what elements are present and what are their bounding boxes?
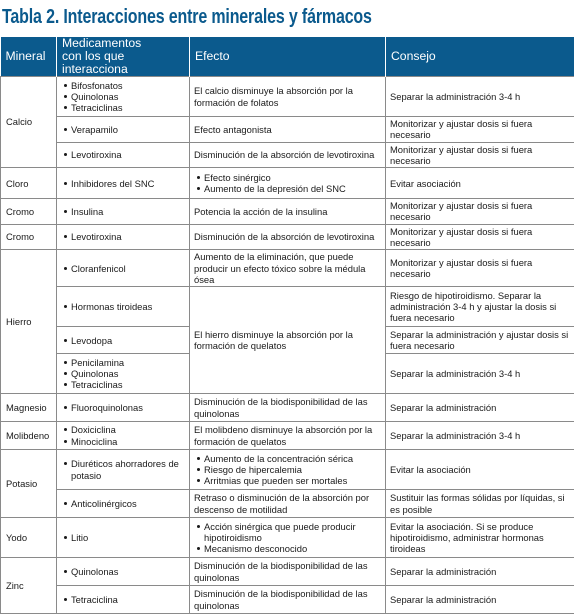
efecto-cell: Disminución de la absorción de levotiroxina	[190, 224, 386, 250]
meds-cell	[57, 77, 190, 117]
efecto-item: Aumento de la concentración sérica	[204, 453, 381, 464]
med-item: Hormonas tiroideas	[71, 301, 185, 312]
mineral-cell-cromo: Cromo	[1, 199, 57, 225]
meds-cell	[57, 518, 190, 558]
consejo-cell: Monitorizar y ajustar dosis si fuera necesario	[386, 199, 574, 225]
table-row-hierro-1	[1, 250, 574, 287]
efecto-item: Efecto sinérgico	[204, 172, 381, 183]
efecto-cell: Disminución de la biodisponibilidad de las quinolonas	[190, 558, 386, 586]
meds-cell	[57, 117, 190, 143]
med-item: Tetraciclinas	[71, 379, 185, 390]
meds-cell	[57, 327, 190, 354]
meds-cell	[57, 142, 190, 168]
efecto-item: Riesgo de hipercalemia	[204, 464, 381, 475]
table-title: Tabla 2. Interacciones entre minerales y fármacos	[2, 5, 372, 29]
table-row-potasio-2	[1, 490, 574, 518]
consejo-cell: Separar la administración	[386, 394, 574, 422]
med-item: Litio	[71, 532, 185, 543]
table-row-calcio-2	[1, 117, 574, 143]
table-row-molibdeno	[1, 422, 574, 450]
med-item: Levotiroxina	[71, 149, 185, 160]
med-item: Quinolonas	[71, 368, 185, 379]
meds-cell	[57, 450, 190, 490]
mineral-cell-hierro: Hierro	[1, 250, 57, 394]
efecto-cell	[190, 518, 386, 558]
efecto-item: Mecanismo desconocido	[204, 543, 381, 554]
med-item: Insulina	[71, 206, 185, 217]
mineral-cell-zinc: Zinc	[1, 558, 57, 614]
efecto-cell: Efecto antagonista	[190, 117, 386, 143]
med-item: Quinolonas	[71, 91, 185, 102]
meds-cell	[57, 250, 190, 287]
med-item: Tetraciclina	[71, 594, 185, 605]
consejo-cell: Evitar la asociación. Si se produce hipotiroidismo, administrar hormonas tiroideas	[386, 518, 574, 558]
meds-cell	[57, 490, 190, 518]
header-mineral: Mineral	[1, 37, 57, 77]
consejo-cell: Sustituir las formas sólidas por líquidas, si es posible	[386, 490, 574, 518]
med-item: Anticolinérgicos	[71, 498, 185, 509]
efecto-cell: Disminución de la biodisponibilidad de las quinolonas	[190, 394, 386, 422]
consejo-cell: Separar la administración 3-4 h	[386, 354, 574, 394]
efecto-cell: Aumento de la eliminación, que puede producir un efecto tóxico sobre la médula ósea	[190, 250, 386, 287]
med-item: Levodopa	[71, 335, 185, 346]
meds-cell	[57, 558, 190, 586]
table-row-cromo-1	[1, 199, 574, 225]
efecto-item: Acción sinérgica que puede producir hipotiroidismo	[204, 521, 381, 544]
meds-cell	[57, 354, 190, 394]
mineral-cell-calcio: Calcio	[1, 77, 57, 168]
header-medicamentos	[57, 37, 190, 77]
med-item: Penicilamina	[71, 357, 185, 368]
table-row-calcio-1	[1, 77, 574, 117]
med-item: Quinolonas	[71, 566, 185, 577]
table-row-magnesio	[1, 394, 574, 422]
consejo-cell: Separar la administración y ajustar dosis si fuera necesario	[386, 327, 574, 354]
efecto-cell	[190, 450, 386, 490]
consejo-cell: Evitar asociación	[386, 168, 574, 199]
table-row-calcio-3	[1, 142, 574, 168]
consejo-cell: Monitorizar y ajustar dosis si fuera necesario	[386, 117, 574, 143]
table-row-yodo	[1, 518, 574, 558]
meds-cell	[57, 224, 190, 250]
header-consejo: Consejo	[386, 37, 574, 77]
meds-cell	[57, 422, 190, 450]
consejo-cell: Riesgo de hipotiroidismo. Separar la administración 3-4 h y ajustar la dosis si fuera necesario	[386, 287, 574, 327]
table-row-zinc-1	[1, 558, 574, 586]
meds-cell	[57, 394, 190, 422]
mineral-cell-magnesio: Magnesio	[1, 394, 57, 422]
med-item: Inhibidores del SNC	[71, 178, 185, 189]
med-item: Bifosfonatos	[71, 80, 185, 91]
med-item: Cloranfenicol	[71, 263, 185, 274]
mineral-cell-molibdeno: Molibdeno	[1, 422, 57, 450]
consejo-cell: Monitorizar y ajustar dosis si fuera necesario	[386, 224, 574, 250]
efecto-item: Arritmias que pueden ser mortales	[204, 475, 381, 486]
efecto-cell: Retraso o disminución de la absorción por descenso de motilidad	[190, 490, 386, 518]
efecto-cell: Potencia la acción de la insulina	[190, 199, 386, 225]
mineral-cell-cromo: Cromo	[1, 224, 57, 250]
mineral-cell-cloro: Cloro	[1, 168, 57, 199]
header-row	[1, 37, 574, 77]
consejo-cell: Separar la administración 3-4 h	[386, 77, 574, 117]
efecto-cell: El calcio disminuye la absorción por la formación de folatos	[190, 77, 386, 117]
med-item: Fluoroquinolonas	[71, 402, 185, 413]
efecto-cell-hierro-comun: El hierro disminuye la absorción por la formación de quelatos	[190, 287, 386, 394]
med-item: Diuréticos ahorradores de potasio	[71, 458, 185, 481]
med-item: Levotiroxina	[71, 231, 185, 242]
med-item: Tetraciclinas	[71, 102, 185, 113]
efecto-cell: Disminución de la biodisponibilidad de las quinolonas	[190, 586, 386, 614]
table-row-potasio-1	[1, 450, 574, 490]
med-item: Doxiciclina	[71, 424, 185, 435]
efecto-cell: Disminución de la absorción de levotiroxina	[190, 142, 386, 168]
interactions-table	[0, 37, 574, 614]
consejo-cell: Monitorizar y ajustar dosis si fuera necesario	[386, 250, 574, 287]
med-item: Minociclina	[71, 436, 185, 447]
mineral-cell-potasio: Potasio	[1, 450, 57, 518]
table-row-cromo-2	[1, 224, 574, 250]
consejo-cell: Separar la administración 3-4 h	[386, 422, 574, 450]
table-row-cloro	[1, 168, 574, 199]
table-row-hierro-2	[1, 287, 574, 327]
header-medicamentos-line1: Medicamentos	[62, 36, 141, 50]
efecto-cell	[190, 168, 386, 199]
meds-cell	[57, 168, 190, 199]
mineral-cell-yodo: Yodo	[1, 518, 57, 558]
consejo-cell: Separar la administración	[386, 558, 574, 586]
header-medicamentos-line2: con los que interacciona	[62, 49, 128, 76]
efecto-item: Aumento de la depresión del SNC	[204, 183, 381, 194]
consejo-cell: Separar la administración	[386, 586, 574, 614]
meds-cell	[57, 199, 190, 225]
meds-cell	[57, 287, 190, 327]
efecto-cell: El molibdeno disminuye la absorción por la formación de quelatos	[190, 422, 386, 450]
consejo-cell: Evitar la asociación	[386, 450, 574, 490]
header-efecto: Efecto	[190, 37, 386, 77]
med-item: Verapamilo	[71, 124, 185, 135]
consejo-cell: Monitorizar y ajustar dosis si fuera necesario	[386, 142, 574, 168]
